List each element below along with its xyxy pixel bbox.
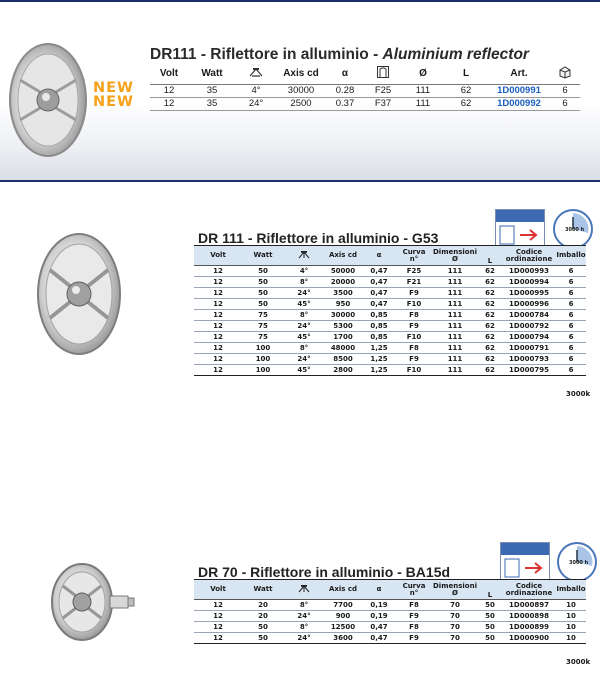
table-cell: 12	[194, 321, 242, 332]
table-cell: 6	[556, 299, 586, 310]
table-cell: 111	[432, 343, 478, 354]
table-cell: F25	[396, 266, 432, 277]
table-cell: 62	[478, 354, 502, 365]
table-cell: 900	[324, 611, 362, 622]
table-cell: 0,19	[362, 600, 396, 611]
table-cell: 4°	[284, 266, 324, 277]
table-cell: 24°	[284, 321, 324, 332]
s1-col-order-code: Codice ordinazione	[502, 246, 556, 266]
table-cell: 0,19	[362, 611, 396, 622]
table-cell: 8°	[284, 600, 324, 611]
table-cell: 48000	[324, 343, 362, 354]
section1-title: DR 111 - Riflettore in alluminio - G53	[198, 230, 439, 246]
table-cell: 24°	[236, 97, 276, 110]
table-cell: 20	[242, 611, 284, 622]
table-row	[194, 365, 586, 376]
table-cell: 75	[242, 321, 284, 332]
table-cell: 45°	[284, 299, 324, 310]
table-cell: 45°	[284, 332, 324, 343]
table-cell: F10	[396, 365, 432, 376]
table-cell: 12	[194, 288, 242, 299]
table-cell: 62	[444, 84, 488, 97]
table-cell: 12	[194, 622, 242, 633]
table-cell: 1D000795	[502, 365, 556, 376]
table-cell: 1D000995	[502, 288, 556, 299]
table-cell: 1700	[324, 332, 362, 343]
table-cell: 7700	[324, 600, 362, 611]
table-cell: 30000	[276, 84, 326, 97]
table-cell: 10	[556, 600, 586, 611]
table-row	[150, 84, 580, 97]
dr111-lamp-image	[6, 40, 90, 160]
col-watt: Watt	[188, 64, 236, 84]
s1-col-volt: Volt	[194, 246, 242, 266]
table-cell: 24°	[284, 288, 324, 299]
s1-col-axis-cd: Axis cd	[324, 246, 362, 266]
lifetime-label-2: 3000 h	[569, 560, 589, 566]
table-cell: 111	[432, 354, 478, 365]
table-cell: 10	[556, 633, 586, 644]
table-cell: F10	[396, 332, 432, 343]
table-cell: 111	[432, 288, 478, 299]
table-cell: 62	[478, 343, 502, 354]
dr111-g53-lamp-image	[34, 230, 124, 358]
table-cell: 62	[478, 266, 502, 277]
table-cell: 1D000900	[502, 633, 556, 644]
table-cell: 12	[194, 299, 242, 310]
table-cell: F9	[396, 611, 432, 622]
table-cell: 3500	[324, 288, 362, 299]
s2-beam-angle-icon	[284, 580, 324, 600]
table-cell: 111	[432, 277, 478, 288]
table-cell: 70	[432, 600, 478, 611]
table-cell: 62	[478, 310, 502, 321]
s2-col-volt: Volt	[194, 580, 242, 600]
table-cell: F8	[396, 622, 432, 633]
table-cell: 1,25	[362, 343, 396, 354]
table-cell: 1D000898	[502, 611, 556, 622]
table-cell: 4°	[236, 84, 276, 97]
table-cell: 62	[478, 332, 502, 343]
table-cell: 111	[432, 310, 478, 321]
table-cell: 8°	[284, 343, 324, 354]
lifetime-clock-icon	[553, 209, 593, 249]
table-cell: 1D000996	[502, 299, 556, 310]
table-cell: 12	[194, 365, 242, 376]
table-cell: 50	[242, 277, 284, 288]
s2-col-package: Imballo	[556, 580, 586, 600]
table-cell: 75	[242, 332, 284, 343]
table-cell: 12	[194, 277, 242, 288]
table-cell: 62	[478, 288, 502, 299]
table-cell: 75	[242, 310, 284, 321]
table-cell: 50	[242, 266, 284, 277]
table-row	[194, 332, 586, 343]
section2-title: DR 70 - Riflettore in alluminio - BA15d	[198, 564, 451, 580]
s2-col-alpha: α	[362, 580, 396, 600]
s2-col-watt: Watt	[242, 580, 284, 600]
table-cell: 62	[444, 97, 488, 110]
table-cell: 0,85	[362, 310, 396, 321]
table-cell: 70	[432, 611, 478, 622]
table-cell: 10	[556, 611, 586, 622]
table-cell: 12	[194, 343, 242, 354]
table-cell: 1D000993	[502, 266, 556, 277]
table-cell: 35	[188, 97, 236, 110]
table-cell: F37	[364, 97, 402, 110]
table-cell: 8°	[284, 277, 324, 288]
table-cell: 30000	[324, 310, 362, 321]
table-cell: 6	[556, 277, 586, 288]
table-cell: 62	[478, 299, 502, 310]
table-cell: 50	[242, 299, 284, 310]
table-cell: 6	[556, 343, 586, 354]
table-cell: 6	[556, 310, 586, 321]
table-cell: 50	[242, 633, 284, 644]
package-icon	[550, 64, 580, 84]
table-row	[194, 622, 586, 633]
table-cell: 100	[242, 343, 284, 354]
s2-col-length: L	[478, 580, 502, 600]
s1-col-curve: Curva n°	[396, 246, 432, 266]
table-row	[194, 266, 586, 277]
table-cell: 1,25	[362, 365, 396, 376]
table-cell: 111	[432, 332, 478, 343]
section1-spec-table	[194, 245, 586, 376]
table-cell: F8	[396, 600, 432, 611]
table-cell: F9	[396, 321, 432, 332]
s1-col-alpha: α	[362, 246, 396, 266]
table-cell: F9	[396, 633, 432, 644]
table-cell: 12	[194, 611, 242, 622]
s2-col-dimensions: Dimensioni Ø	[432, 580, 478, 600]
table-cell: 1,25	[362, 354, 396, 365]
table-row	[194, 600, 586, 611]
top-catalog-band	[0, 0, 600, 182]
table-cell: 50	[242, 622, 284, 633]
table-row	[150, 97, 580, 110]
lifetime-clock-icon-2	[557, 542, 597, 582]
table-cell: F9	[396, 354, 432, 365]
table-cell: 111	[402, 84, 444, 97]
table-cell: 35	[188, 84, 236, 97]
table-cell: 1D000992	[488, 97, 550, 110]
table-cell: 12	[150, 97, 188, 110]
table-cell: F8	[396, 310, 432, 321]
table-cell: 0,47	[362, 288, 396, 299]
table-cell: 45°	[284, 365, 324, 376]
table-cell: 1D000991	[488, 84, 550, 97]
table-row	[194, 321, 586, 332]
table-cell: 1D000784	[502, 310, 556, 321]
table-cell: 12	[194, 354, 242, 365]
s1-col-package: Imballo	[556, 246, 586, 266]
s2-col-order-code: Codice ordinazione	[502, 580, 556, 600]
table-cell: 0,85	[362, 321, 396, 332]
table-row	[194, 288, 586, 299]
table-cell: 50000	[324, 266, 362, 277]
table-cell: 8°	[284, 622, 324, 633]
table-row	[194, 343, 586, 354]
table-cell: 111	[432, 321, 478, 332]
top-title	[150, 46, 529, 64]
table-cell: 12	[194, 266, 242, 277]
col-alpha: α	[326, 64, 364, 84]
table-cell: 1D000994	[502, 277, 556, 288]
table-cell: 12	[150, 84, 188, 97]
table-cell: 0.37	[326, 97, 364, 110]
top-rule	[0, 0, 600, 2]
transformer-icon-2	[500, 542, 550, 584]
table-cell: 12	[194, 600, 242, 611]
table-cell: 50	[242, 288, 284, 299]
table-cell: 50	[478, 633, 502, 644]
table-cell: 6	[550, 97, 580, 110]
table-row	[194, 611, 586, 622]
table-row	[194, 633, 586, 644]
table-cell: 12500	[324, 622, 362, 633]
table-cell: 1D000899	[502, 622, 556, 633]
s1-col-length: L	[478, 246, 502, 266]
table-cell: 0,85	[362, 332, 396, 343]
s1-col-dimensions: Dimensioni Ø	[432, 246, 478, 266]
table-cell: 1D000897	[502, 600, 556, 611]
table-cell: 2500	[276, 97, 326, 110]
col-diameter: Ø	[402, 64, 444, 84]
table-cell: 6	[556, 365, 586, 376]
table-cell: 1D000793	[502, 354, 556, 365]
table-cell: F9	[396, 288, 432, 299]
curve-icon	[364, 64, 402, 84]
col-length: L	[444, 64, 488, 84]
table-cell: 6	[556, 321, 586, 332]
bottom-rule	[0, 180, 600, 182]
s1-beam-angle-icon	[284, 246, 324, 266]
table-cell: 6	[550, 84, 580, 97]
table-cell: 50	[478, 611, 502, 622]
s2-col-axis-cd: Axis cd	[324, 580, 362, 600]
col-axis-cd: Axis cd	[276, 64, 326, 84]
table-cell: 62	[478, 321, 502, 332]
table-cell: 8500	[324, 354, 362, 365]
section1-color-temp: 3000k	[566, 390, 591, 398]
table-cell: 0,47	[362, 277, 396, 288]
table-cell: F8	[396, 343, 432, 354]
section2-spec-table	[194, 579, 586, 644]
lifetime-label: 3000 h	[565, 227, 585, 233]
table-row	[194, 354, 586, 365]
top-title-sub: Aluminium reflector	[382, 46, 529, 63]
table-cell: 24°	[284, 611, 324, 622]
s1-col-watt: Watt	[242, 246, 284, 266]
top-title-main: DR111 - Riflettore in alluminio -	[150, 46, 383, 63]
table-cell: 62	[478, 277, 502, 288]
table-cell: 0,47	[362, 266, 396, 277]
table-cell: F21	[396, 277, 432, 288]
table-cell: 20	[242, 600, 284, 611]
table-cell: 1D000792	[502, 321, 556, 332]
table-cell: 111	[402, 97, 444, 110]
table-cell: 950	[324, 299, 362, 310]
table-cell: 100	[242, 354, 284, 365]
table-cell: 70	[432, 633, 478, 644]
top-spec-table	[150, 64, 580, 111]
table-cell: 111	[432, 299, 478, 310]
table-cell: 50	[478, 600, 502, 611]
col-volt: Volt	[150, 64, 188, 84]
table-cell: 1D000791	[502, 343, 556, 354]
table-cell: 6	[556, 332, 586, 343]
table-cell: 111	[432, 266, 478, 277]
table-cell: 62	[478, 365, 502, 376]
table-cell: 0,47	[362, 299, 396, 310]
table-cell: 0,47	[362, 633, 396, 644]
new-badge-1: NEW	[93, 80, 135, 96]
table-cell: 20000	[324, 277, 362, 288]
table-cell: 12	[194, 633, 242, 644]
table-row	[194, 299, 586, 310]
table-cell: F25	[364, 84, 402, 97]
table-cell: 6	[556, 354, 586, 365]
col-art: Art.	[488, 64, 550, 84]
table-cell: 6	[556, 288, 586, 299]
table-cell: 24°	[284, 633, 324, 644]
table-cell: 50	[478, 622, 502, 633]
table-cell: 0.28	[326, 84, 364, 97]
table-cell: 24°	[284, 354, 324, 365]
table-cell: 100	[242, 365, 284, 376]
table-cell: 8°	[284, 310, 324, 321]
table-cell: 0,47	[362, 622, 396, 633]
table-cell: 6	[556, 266, 586, 277]
section2-color-temp: 3000k	[566, 658, 591, 666]
table-cell: 12	[194, 332, 242, 343]
table-cell: 5300	[324, 321, 362, 332]
table-cell: 12	[194, 310, 242, 321]
table-cell: 111	[432, 365, 478, 376]
dr70-ba15d-lamp-image	[44, 560, 136, 646]
new-badge-2: NEW	[93, 94, 135, 110]
table-row	[194, 310, 586, 321]
beam-angle-icon	[236, 64, 276, 84]
s2-col-curve: Curva n°	[396, 580, 432, 600]
table-row	[194, 277, 586, 288]
table-cell: F10	[396, 299, 432, 310]
table-cell: 70	[432, 622, 478, 633]
table-cell: 2800	[324, 365, 362, 376]
table-cell: 3600	[324, 633, 362, 644]
table-cell: 1D000794	[502, 332, 556, 343]
table-cell: 10	[556, 622, 586, 633]
